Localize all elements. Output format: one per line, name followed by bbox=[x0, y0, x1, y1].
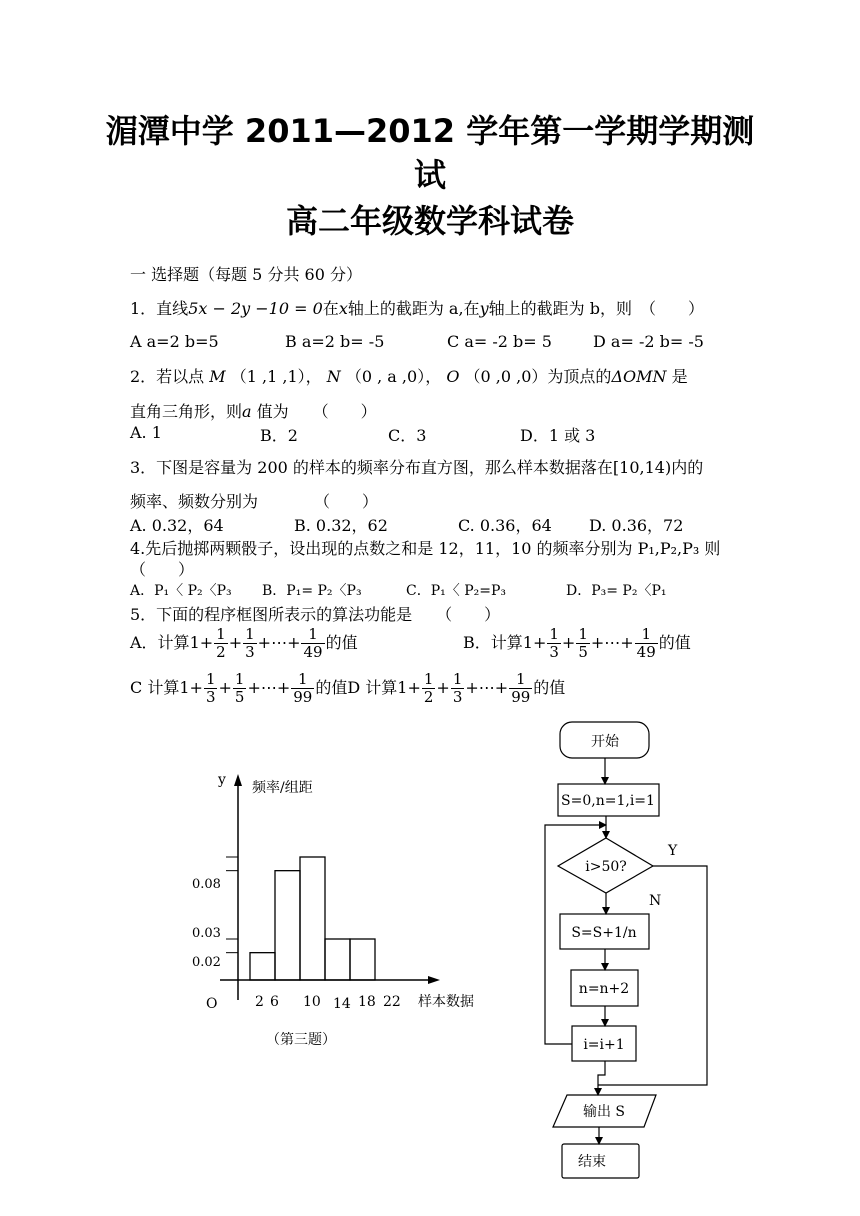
histogram-chart bbox=[180, 760, 500, 1060]
title-line-3: 高二年级数学科试卷 bbox=[285, 202, 574, 240]
fraction: $\frac{1}{5}$ bbox=[578, 625, 588, 661]
question-4: 4.先后抛掷两颗骰子，设出现的点数之和是 12，11，10 的频率分别为 P₁,P₂,P₃ 则 bbox=[130, 539, 721, 558]
q2-option-b: B．2 bbox=[260, 426, 298, 445]
step3-label: i=i+1 bbox=[583, 1037, 625, 1053]
fraction: $\frac{1}{3}$ bbox=[205, 670, 216, 706]
histogram-bar bbox=[300, 857, 325, 980]
q4-option-a: A．P₁〈 P₂〈P₃ bbox=[130, 583, 232, 599]
q5-b-one: 1+ bbox=[522, 633, 547, 652]
x-tick-label: 18 bbox=[358, 994, 376, 1010]
q1-mid2: 轴上的截距为 a,在 bbox=[347, 299, 480, 318]
q2-comma-1: ， bbox=[305, 367, 322, 386]
fraction: $\frac{1}{3}$ bbox=[549, 625, 559, 661]
flowchart bbox=[520, 715, 760, 1185]
q1-x-var: x bbox=[338, 299, 348, 318]
q1-mid1: 在 bbox=[322, 299, 339, 318]
step2-label: n=n+2 bbox=[578, 981, 630, 997]
q1-mid3: 轴上的截距为 b，则 （ ） bbox=[488, 299, 704, 318]
y-tick-label: 0.03 bbox=[192, 926, 221, 941]
y-axis-letter: y bbox=[218, 772, 226, 788]
q5-c-one: 1+ bbox=[179, 678, 203, 697]
output-label: 输出 S bbox=[582, 1104, 626, 1120]
plus-sign: + bbox=[228, 633, 243, 652]
q1-prefix: 1．直线 bbox=[130, 299, 189, 318]
plus-sign: + bbox=[436, 678, 450, 697]
q3-option-a: A. 0.32，64 bbox=[130, 516, 224, 535]
title-line-2: 试 bbox=[413, 156, 446, 194]
q4-option-b: B．P₁= P₂〈P₃ bbox=[262, 583, 362, 599]
q3-option-c: C. 0.36，64 bbox=[458, 516, 552, 535]
histogram-caption: （第三题） bbox=[266, 1032, 336, 1048]
y-tick-label: 0.08 bbox=[192, 877, 221, 892]
q1-option-d: D a= -2 b= -5 bbox=[593, 332, 704, 351]
q2-comma-2: ， bbox=[425, 367, 442, 386]
q2-line-2 bbox=[130, 399, 377, 422]
q2-o-coord: （0 ,0 ,0） bbox=[464, 367, 548, 386]
q5-b-prefix: B．计算 bbox=[463, 633, 523, 652]
q2-line2b: 值为 （ ） bbox=[256, 402, 377, 421]
fraction: $\frac{1}{2}$ bbox=[423, 670, 434, 706]
x-tick-label: 6 bbox=[270, 994, 279, 1010]
y-axis-arrow bbox=[234, 774, 242, 786]
question-2 bbox=[130, 364, 688, 387]
q5-option-b bbox=[463, 626, 691, 661]
y-axis-title: 频率/组距 bbox=[252, 780, 313, 796]
section-heading: 一 选择题（每题 5 分共 60 分） bbox=[130, 265, 362, 284]
ellipsis-sum: +⋯+ bbox=[257, 633, 301, 652]
q2-point-m: M bbox=[209, 367, 226, 386]
q3-line-2: 频率、频数分别为 （ ） bbox=[130, 492, 379, 511]
x-tick-label: 22 bbox=[383, 994, 401, 1010]
histogram-bar bbox=[250, 953, 275, 980]
decision-label: i>50? bbox=[585, 859, 627, 875]
q5-d-suffix: 的值 bbox=[533, 678, 566, 697]
q3-option-d: D. 0.36，72 bbox=[589, 516, 684, 535]
origin-label: O bbox=[206, 996, 218, 1012]
fraction: $\frac{1}{5}$ bbox=[234, 670, 245, 706]
q2-option-d: D．1 或 3 bbox=[520, 426, 596, 445]
q2-option-c: C．3 bbox=[388, 426, 427, 445]
q2-prefix: 2．若以点 bbox=[130, 367, 205, 386]
plus-sign: + bbox=[561, 633, 576, 652]
q2-a-var: a bbox=[242, 402, 252, 421]
fraction: $\frac{1}{2}$ bbox=[216, 625, 226, 661]
q5-d-one: 1+ bbox=[397, 678, 421, 697]
q2-point-o: O bbox=[446, 367, 460, 386]
q5-option-c-d bbox=[130, 671, 565, 706]
q4-line-2: （ ） bbox=[130, 560, 195, 579]
q5-a-prefix: A．计算 bbox=[130, 633, 190, 652]
histogram-layer bbox=[192, 857, 401, 1012]
q2-option-a: A. 1 bbox=[130, 423, 162, 442]
q3-option-b: B. 0.32，62 bbox=[294, 516, 388, 535]
question-3 bbox=[130, 455, 703, 478]
fraction: $\frac{1}{3}$ bbox=[245, 625, 255, 661]
q2-line2a: 直角三角形，则 bbox=[130, 402, 243, 421]
ellipsis-sum: +⋯+ bbox=[247, 678, 291, 697]
x-axis-arrow bbox=[428, 976, 440, 984]
init-label: S=0,n=1,i=1 bbox=[561, 793, 655, 809]
q2-point-n: N bbox=[326, 367, 341, 386]
q1-y-var: y bbox=[479, 299, 489, 318]
q5-d-prefix: D 计算 bbox=[347, 678, 398, 697]
histogram-bar bbox=[325, 939, 350, 980]
fraction: $\frac{1}{49}$ bbox=[636, 625, 656, 661]
arrow-step3-output bbox=[598, 1061, 605, 1095]
x-tick-label: 10 bbox=[303, 994, 321, 1010]
question-5: 5．下面的程序框图所表示的算法功能是 （ ） bbox=[130, 605, 501, 624]
q5-a-one: 1+ bbox=[189, 633, 214, 652]
q2-mid: 为顶点的 bbox=[547, 367, 612, 386]
x-tick-label: 2 bbox=[255, 994, 264, 1010]
title-line-1: 湄潭中学 2011—2012 学年第一学期学期测 bbox=[105, 112, 755, 150]
step1-label: S=S+1/n bbox=[571, 925, 637, 941]
start-label: 开始 bbox=[591, 734, 619, 750]
q3-line1: 3．下图是容量为 200 的样本的频率分布直方图，那么样本数据落在 bbox=[130, 458, 613, 477]
plus-sign: + bbox=[218, 678, 232, 697]
q5-option-a bbox=[130, 626, 358, 661]
q5-c-prefix: C 计算 bbox=[130, 678, 180, 697]
q2-end: 是 bbox=[671, 367, 688, 386]
histogram-bar bbox=[275, 871, 300, 980]
q2-triangle: ΔOMN bbox=[611, 367, 667, 386]
q5-a-suffix: 的值 bbox=[325, 633, 358, 652]
q4-option-d: D．P₃= P₂〈P₁ bbox=[566, 583, 667, 599]
q2-n-coord: （0 , a ,0） bbox=[345, 367, 426, 386]
histogram-bar bbox=[350, 939, 375, 980]
q1-option-c: C a= -2 b= 5 bbox=[447, 332, 552, 351]
x-tick-label: 14 bbox=[333, 996, 351, 1012]
q5-c-suffix: 的值 bbox=[315, 678, 348, 697]
q3-interval: [10,14) bbox=[612, 458, 672, 477]
q3-line1-end: 内的 bbox=[671, 458, 704, 477]
q1-option-b: B a=2 b= -5 bbox=[285, 332, 385, 351]
end-label: 结束 bbox=[578, 1154, 606, 1170]
yes-label: Y bbox=[668, 843, 678, 859]
fraction: $\frac{1}{3}$ bbox=[452, 670, 463, 706]
fraction: $\frac{1}{49}$ bbox=[303, 625, 323, 661]
no-label: N bbox=[649, 893, 662, 909]
q4-option-c: C．P₁〈 P₂=P₃ bbox=[406, 583, 506, 599]
x-axis-title: 样本数据 bbox=[418, 994, 474, 1010]
q2-m-coord: （1 ,1 ,1） bbox=[230, 367, 306, 386]
y-tick-label: 0.02 bbox=[192, 955, 221, 970]
fraction: $\frac{1}{99}$ bbox=[511, 670, 531, 706]
q5-b-suffix: 的值 bbox=[658, 633, 691, 652]
question-1 bbox=[130, 296, 704, 319]
ellipsis-sum: +⋯+ bbox=[465, 678, 509, 697]
q1-option-a: A a=2 b=5 bbox=[130, 332, 219, 351]
fraction: $\frac{1}{99}$ bbox=[293, 670, 313, 706]
ellipsis-sum: +⋯+ bbox=[590, 633, 634, 652]
q1-equation: 5x − 2y −10 = 0 bbox=[188, 299, 323, 318]
